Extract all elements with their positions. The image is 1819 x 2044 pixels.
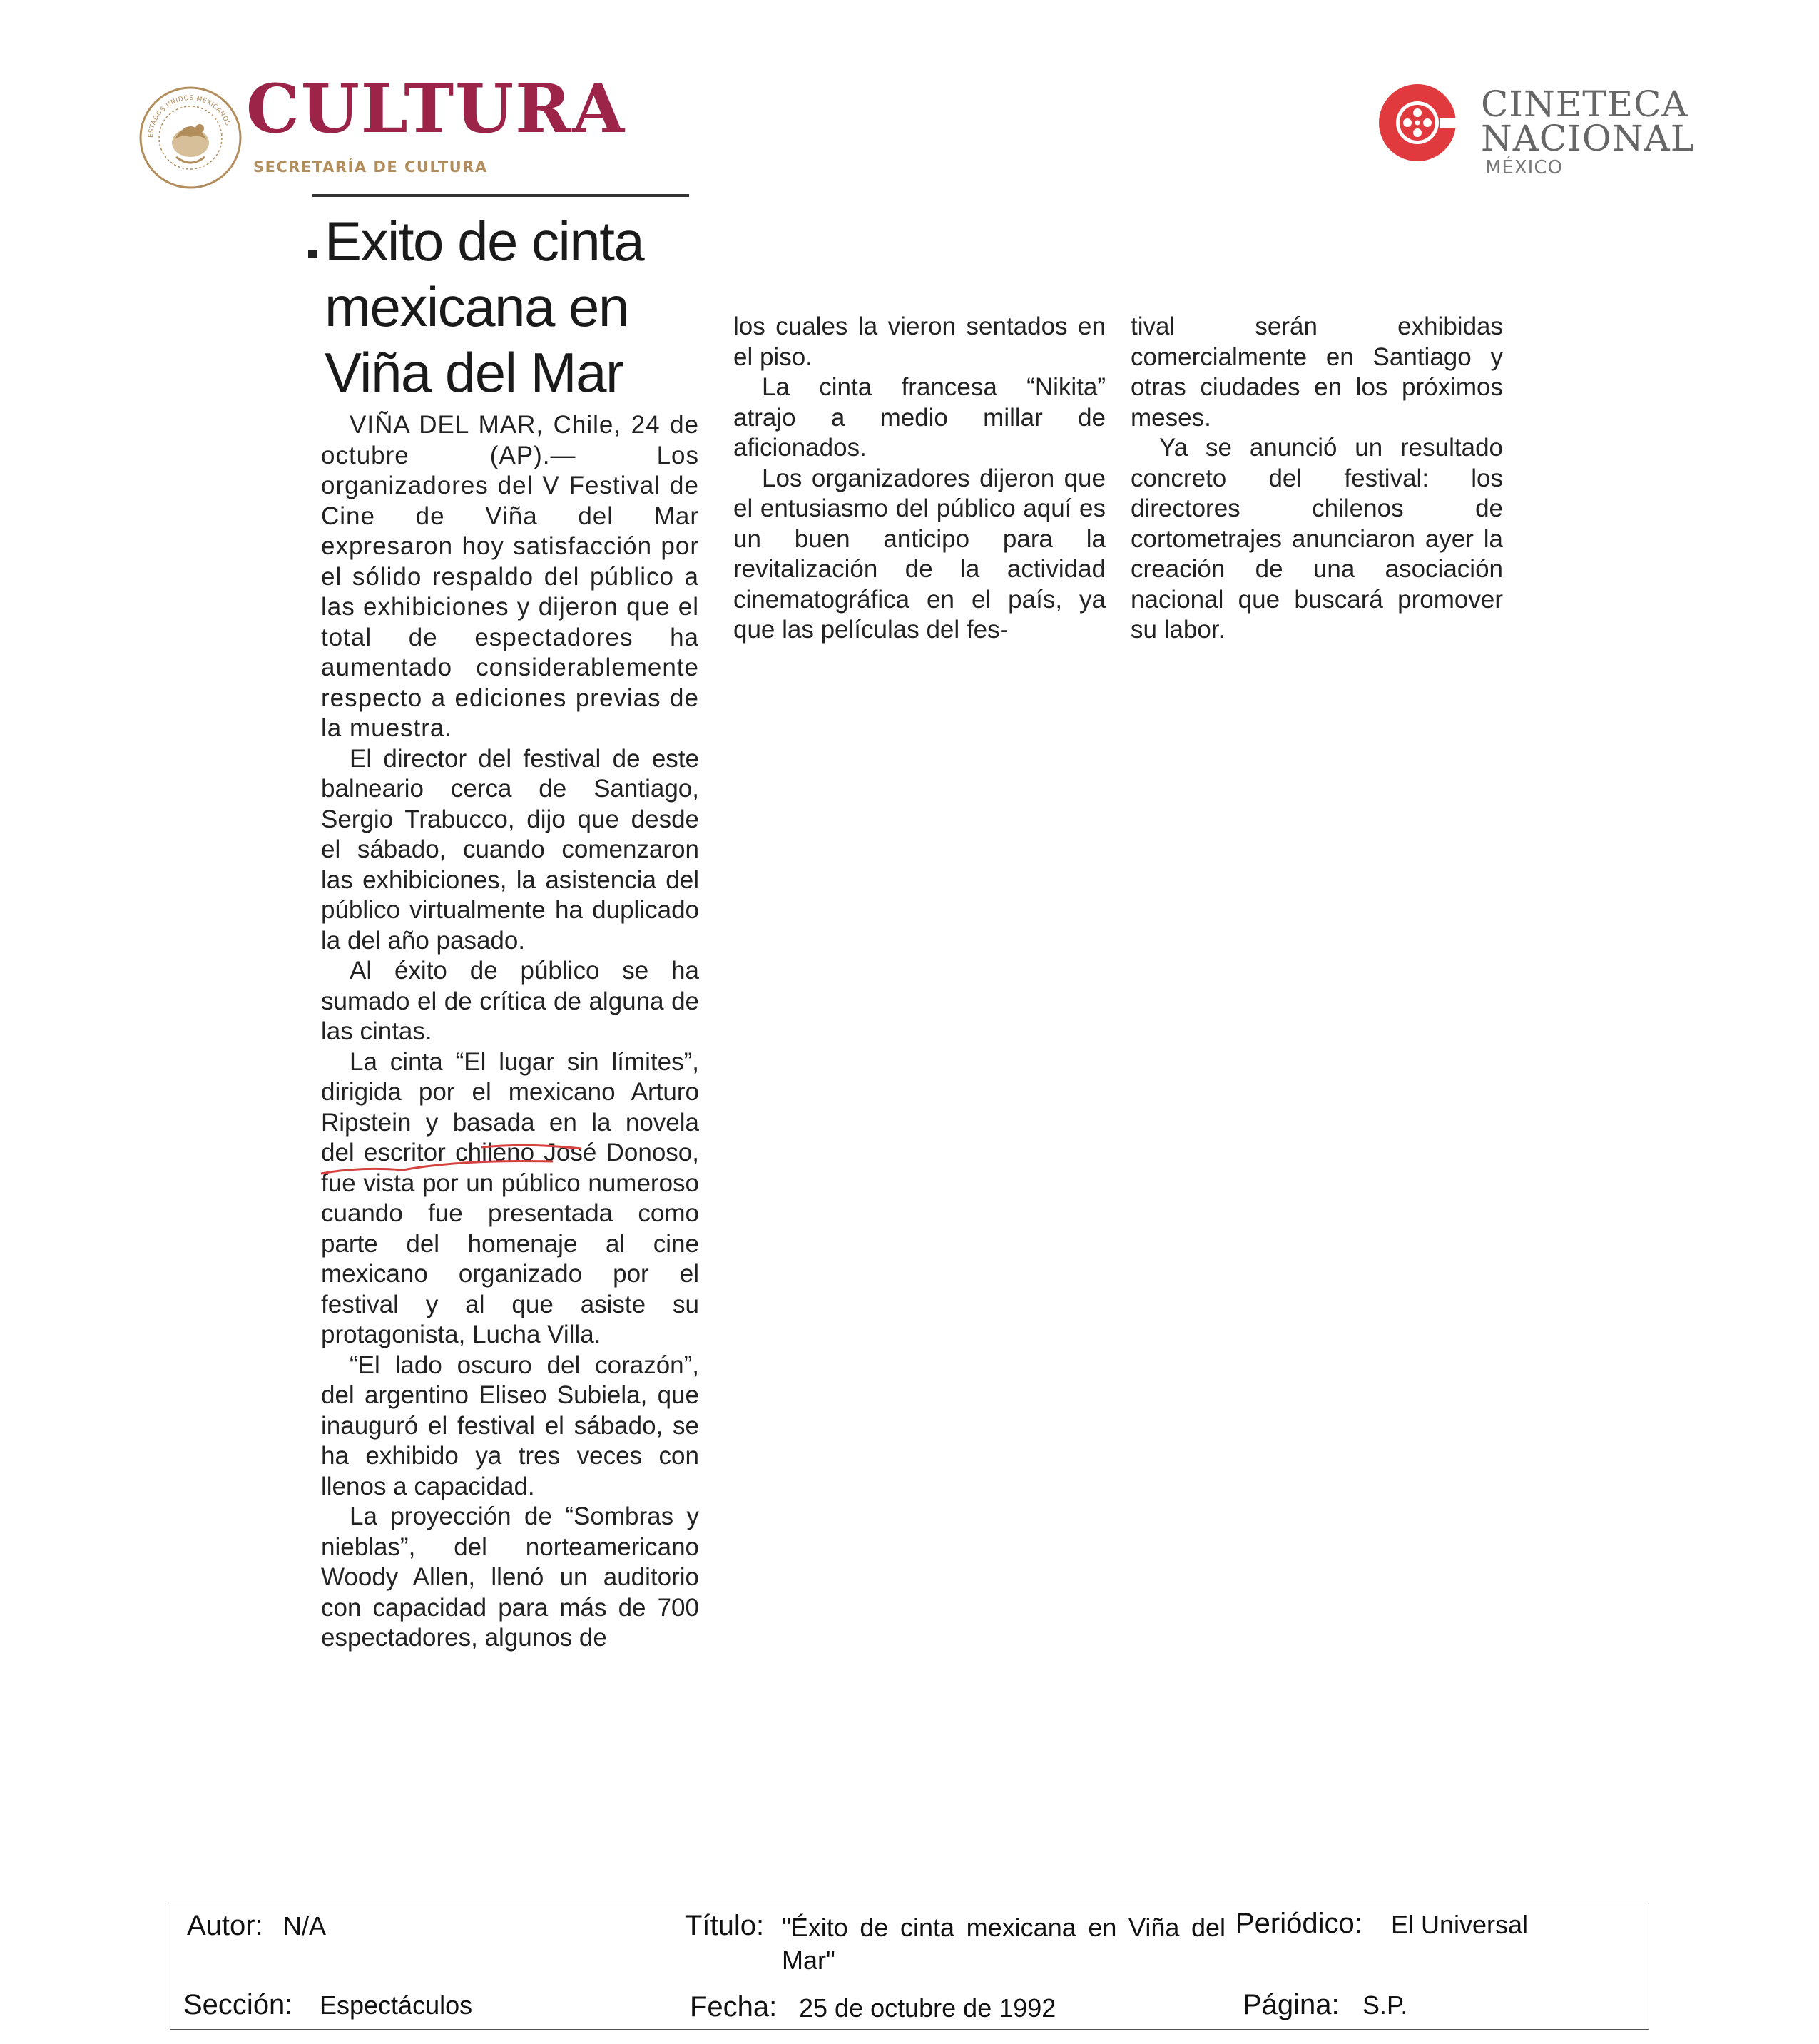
clipping-top-rule [312, 194, 689, 197]
fecha-label: Fecha: [690, 1991, 778, 2023]
cineteca-country: MÉXICO [1485, 157, 1563, 178]
headline-bullet [308, 250, 317, 258]
article-paragraph: tival serán exhibidas comercialmente en Santiago y otras ciudades en los próximos meses. [1131, 312, 1503, 432]
article-paragraph: El director del festival de este balneario cerca de Santiago, Sergio Trabucco, dijo que desde el sábado, cuando comenzaron las exhibiciones, la asistencia del público virtualmente ha duplicado la del año pasado. [321, 744, 699, 955]
pagina-label: Página: [1243, 1989, 1340, 2020]
periodico-label: Periódico: [1235, 1908, 1362, 1939]
titulo-value: "Éxito de cinta mexicana en Viña del Mar" [782, 1913, 1226, 1975]
cineteca-title-line2: NACIONAL [1481, 118, 1695, 159]
article-paragraph: VIÑA DEL MAR, Chile, 24 de octubre (AP).— Los organizadores del V Festival de Cine de Viña del Mar expresaron hoy satisfacción por el sólido respaldo del público a las exhibiciones y dijeron que el total de espectadores ha aumentado considerablemente respecto a ediciones previas de la muestra. [321, 411, 699, 742]
cineteca-film-reel-icon [1377, 82, 1459, 164]
article-paragraph: La proyección de “Sombras y nieblas”, del norteamericano Woody Allen, llenó un auditorio con capacidad para más de 700 espectadores, algunos de [321, 1503, 699, 1652]
titulo-label: Título: [685, 1910, 765, 1941]
article-paragraph: La cinta francesa “Nikita” atrajo a medio millar de aficionados. [733, 373, 1106, 462]
periodico-value: El Universal [1391, 1910, 1529, 1939]
seccion-label: Sección: [183, 1989, 293, 2020]
seal-arc-text: ESTADOS UNIDOS MEXICANOS [147, 94, 232, 138]
mexico-seal-icon [137, 84, 244, 191]
article-headline: Exito de cinta mexicana en Viña del Mar [325, 210, 644, 404]
article-paragraph: “El lado oscuro del corazón”, del argentino Eliseo Subiela, que inauguró el festival el sábado, se ha exhibido ya tres veces con llenos a capacidad. [321, 1351, 699, 1500]
article-paragraph: La cinta “El lugar sin límites”, dirigida por el mexicano Arturo Ripstein y basada en la novela del escritor chileno José Donoso, fue vista por un público numeroso cuando fue presentada como parte del homenaje al cine mexicano organizado por el festival y al que asiste su protagonista, Lucha Villa. [321, 1047, 699, 1348]
fecha-value: 25 de octubre de 1992 [799, 1993, 1056, 2023]
pagina-value: S.P. [1362, 1990, 1408, 2020]
cultura-logo-word: CULTURA [246, 70, 626, 148]
article-paragraph: los cuales la vieron sentados en el piso. [733, 312, 1106, 371]
cineteca-logo-title [1481, 83, 1695, 159]
article-paragraph: Los organizadores dijeron que el entusiasmo del público aquí es un buen anticipo para la revitalización de la actividad cinematográfica en el país, ya que las películas del fes- [733, 464, 1106, 644]
autor-value: N/A [283, 1911, 327, 1941]
seccion-value: Espectáculos [320, 1990, 473, 2020]
cineteca-title-line1: CINETECA [1481, 83, 1688, 125]
article-column-2 [733, 312, 1106, 646]
article-paragraph: Ya se anunció un resultado concreto del festival: los directores chilenos de cortometrajes anunciaron ayer la creación de una asociación nacional que buscará promover su labor. [1131, 434, 1503, 644]
red-underline-mark [317, 1142, 688, 1184]
autor-label: Autor: [187, 1910, 263, 1941]
article-paragraph: Al éxito de público se ha sumado el de crítica de alguna de las cintas. [321, 957, 699, 1045]
cultura-logo-subtitle: SECRETARÍA DE CULTURA [253, 158, 488, 176]
article-column-3 [1131, 312, 1503, 646]
article-column-1 [321, 410, 699, 1654]
